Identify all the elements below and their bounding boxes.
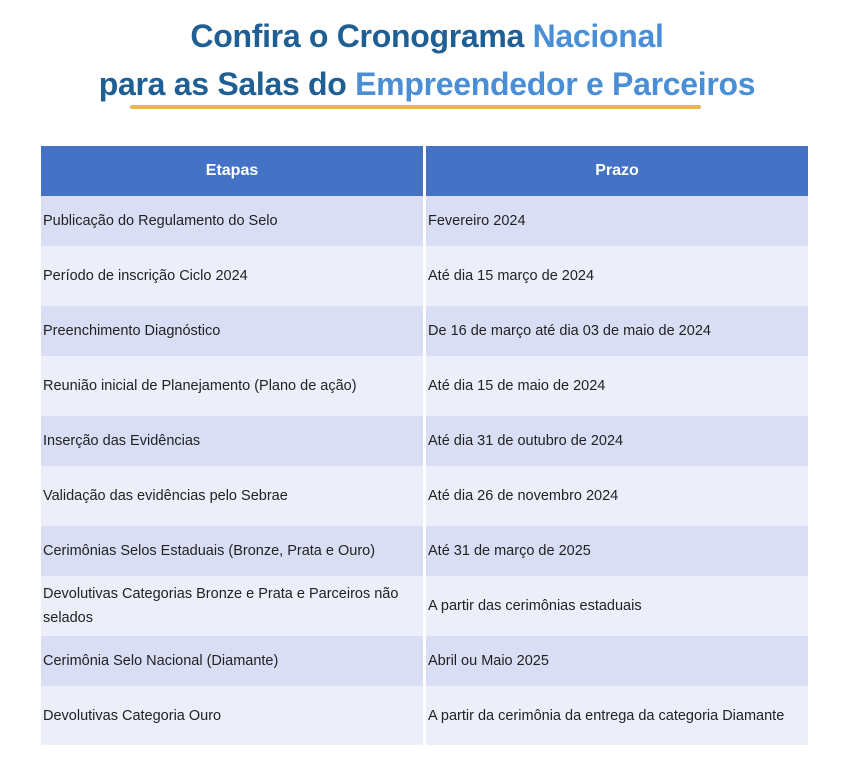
header-prazo: Prazo <box>426 146 808 196</box>
table-row <box>41 636 808 686</box>
title-underline <box>130 105 701 109</box>
table-row <box>41 466 808 526</box>
title-line-1-light: Nacional <box>532 18 664 54</box>
title-line-2 <box>0 60 854 108</box>
table-header-row <box>41 146 808 196</box>
etapa-cell: Cerimônias Selos Estaduais (Bronze, Prata e Ouro) <box>41 526 426 576</box>
table-row <box>41 356 808 416</box>
etapa-cell: Cerimônia Selo Nacional (Diamante) <box>41 636 426 686</box>
prazo-cell: A partir das cerimônias estaduais <box>426 576 808 636</box>
prazo-cell: Abril ou Maio 2025 <box>426 636 808 686</box>
prazo-cell: Até dia 15 de maio de 2024 <box>426 356 808 416</box>
schedule-table <box>41 146 808 745</box>
title-line-1-dark: Confira o Cronograma <box>190 18 533 54</box>
title-line-2-light: Empreendedor e Parceiros <box>355 66 756 102</box>
etapa-cell: Publicação do Regulamento do Selo <box>41 196 426 246</box>
table-row <box>41 576 808 636</box>
prazo-cell: Até dia 31 de outubro de 2024 <box>426 416 808 466</box>
etapa-cell: Reunião inicial de Planejamento (Plano de ação) <box>41 356 426 416</box>
etapa-cell: Preenchimento Diagnóstico <box>41 306 426 356</box>
table-row <box>41 196 808 246</box>
title-line-1 <box>0 12 854 60</box>
prazo-cell: Até dia 15 março de 2024 <box>426 246 808 306</box>
header-etapas: Etapas <box>41 146 426 196</box>
prazo-cell: A partir da cerimônia da entrega da categoria Diamante <box>426 686 808 745</box>
title-line-2-dark: para as Salas do <box>98 66 356 102</box>
table-row <box>41 416 808 466</box>
etapa-cell: Período de inscrição Ciclo 2024 <box>41 246 426 306</box>
page-title <box>0 12 854 108</box>
etapa-cell: Devolutivas Categoria Ouro <box>41 686 426 745</box>
table-row <box>41 526 808 576</box>
etapa-cell: Validação das evidências pelo Sebrae <box>41 466 426 526</box>
prazo-cell: Fevereiro 2024 <box>426 196 808 246</box>
table-row <box>41 246 808 306</box>
table-row <box>41 306 808 356</box>
prazo-cell: Até 31 de março de 2025 <box>426 526 808 576</box>
prazo-cell: Até dia 26 de novembro 2024 <box>426 466 808 526</box>
etapa-cell: Inserção das Evidências <box>41 416 426 466</box>
etapa-cell: Devolutivas Categorias Bronze e Prata e Parceiros não selados <box>41 576 426 636</box>
prazo-cell: De 16 de março até dia 03 de maio de 2024 <box>426 306 808 356</box>
table-row <box>41 686 808 745</box>
